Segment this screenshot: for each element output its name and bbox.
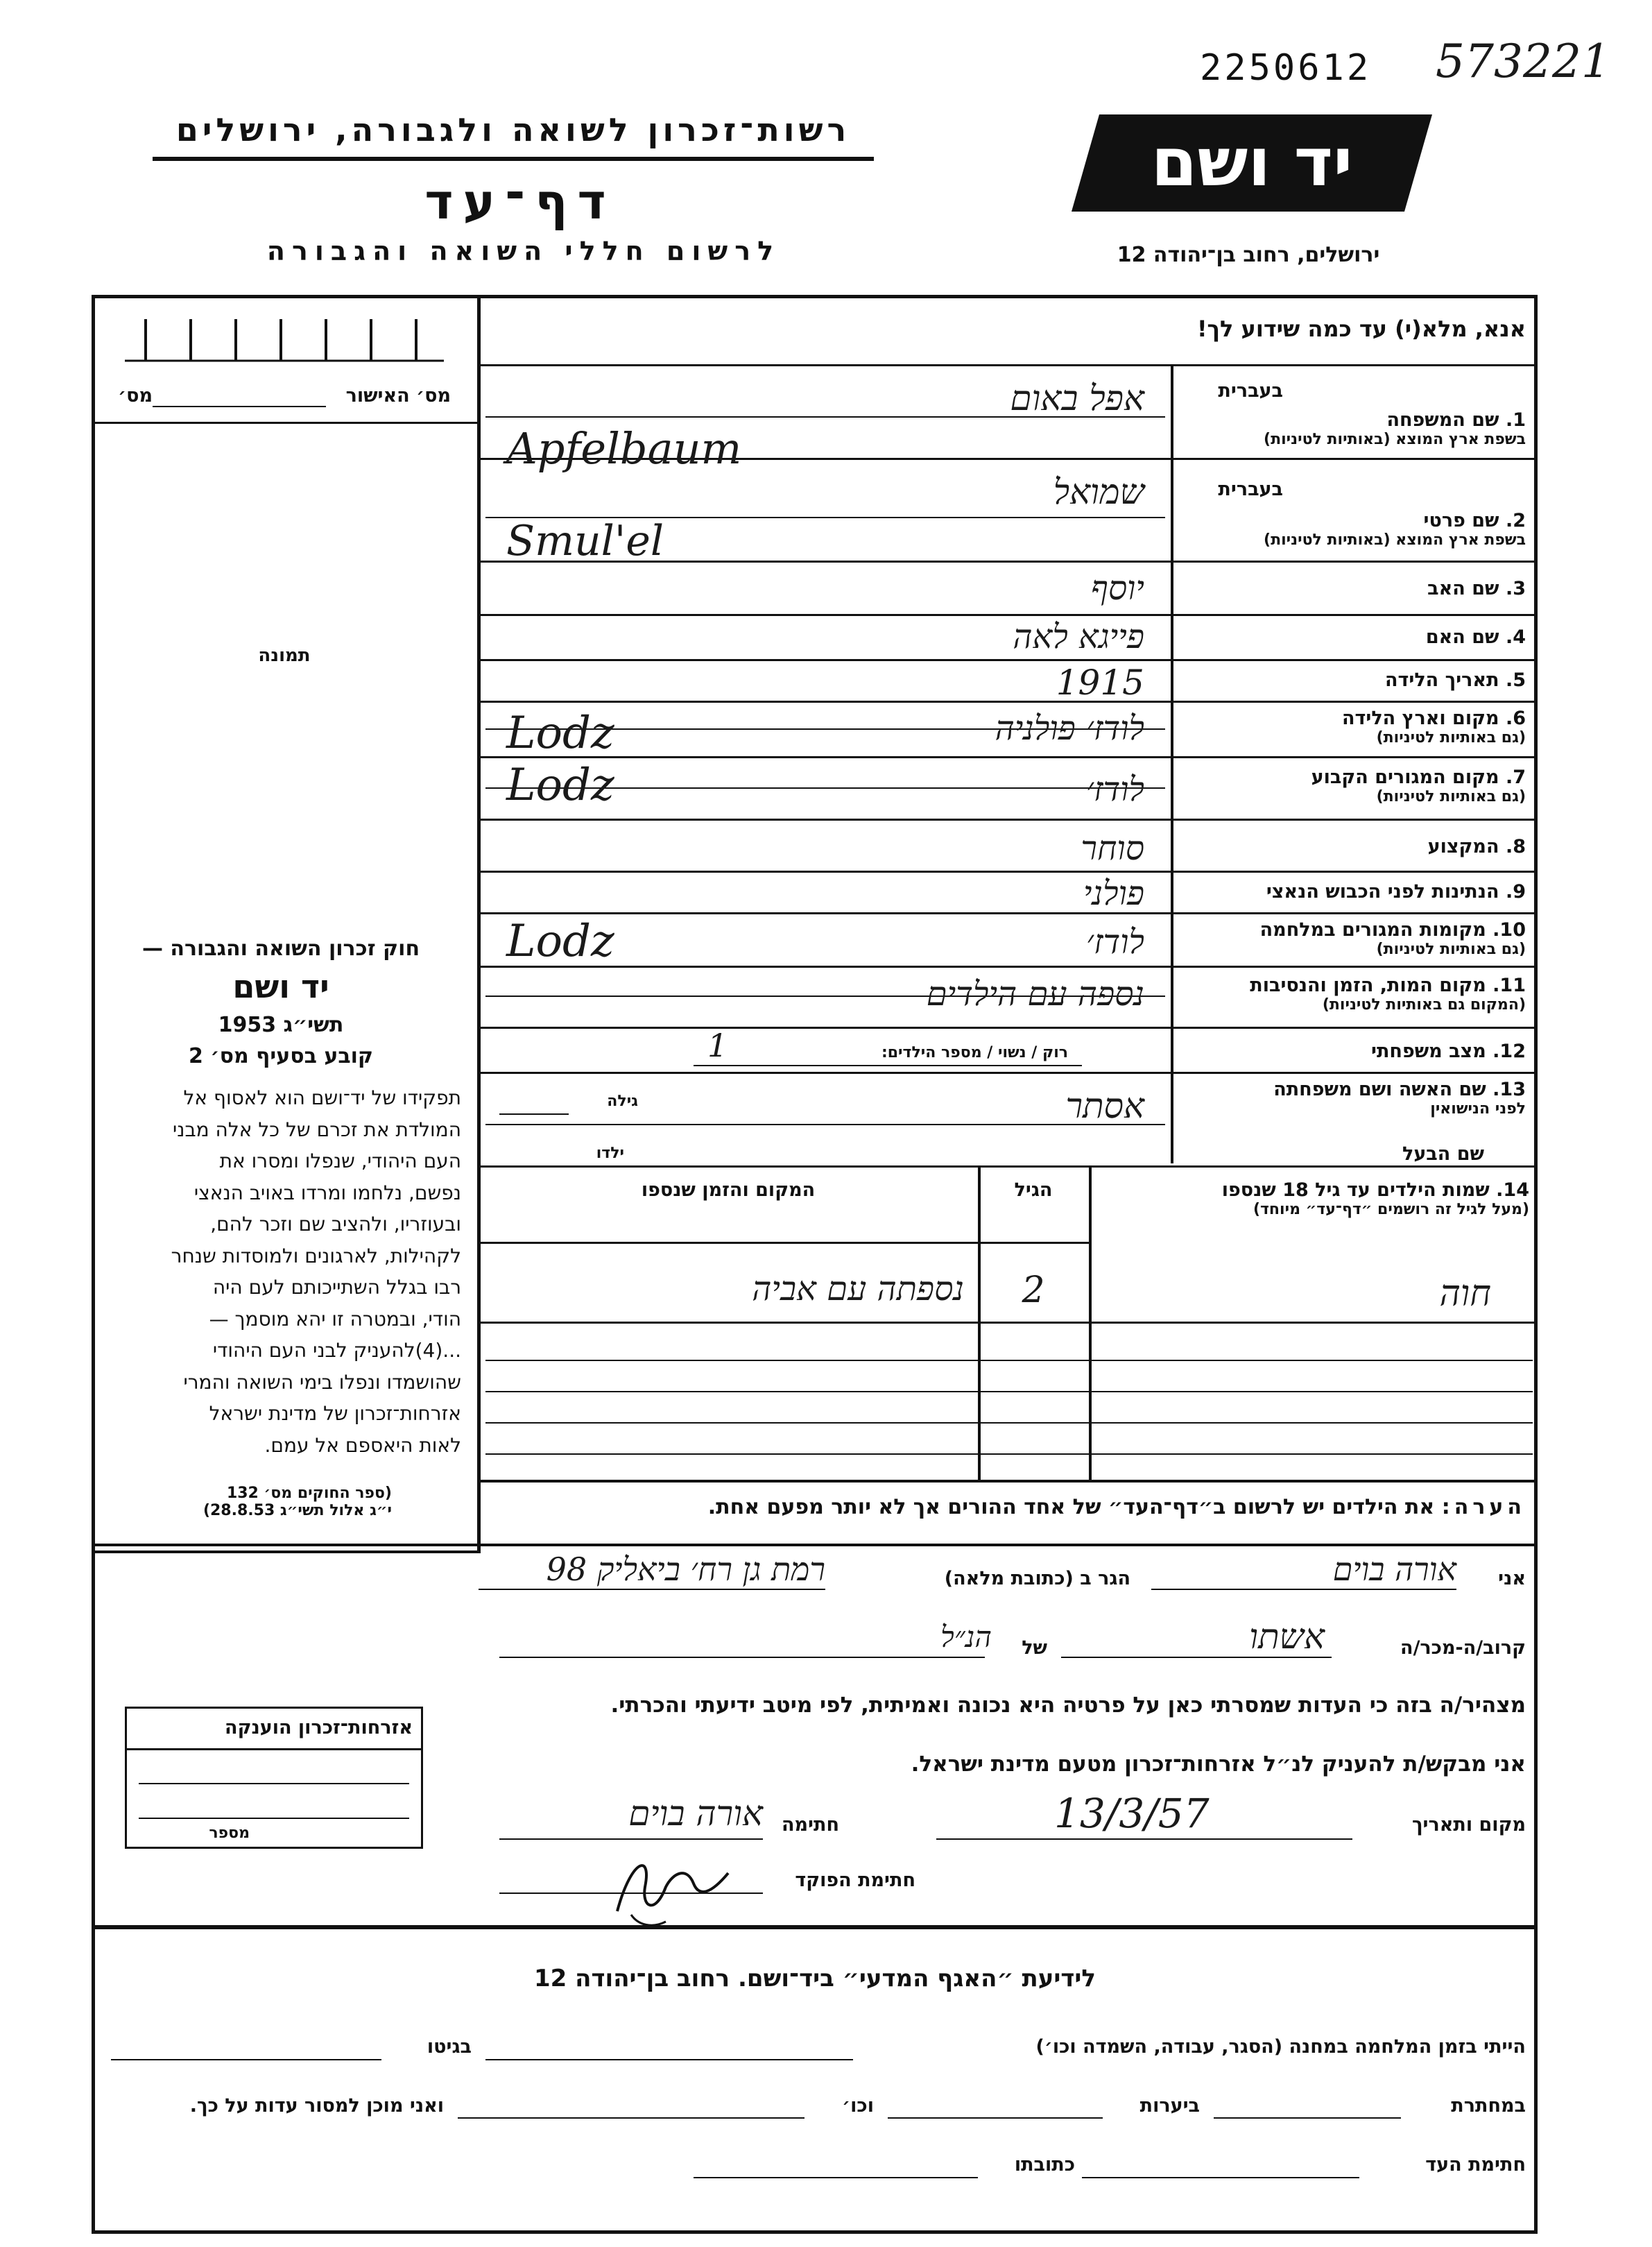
law-reference: (ספר החוקים מס׳ 132 י״ג אלול תשי״ג 28.8.53) [203,1485,392,1519]
field-8-label: 8. המקצוע [1427,836,1526,857]
law-text-line: ...(4)להעניק לבני העם היהודי [212,1339,461,1362]
first-name-hebrew: שמואל [1053,472,1144,512]
handwritten-number: 573221 [1436,35,1610,88]
of-label: של [1022,1637,1047,1659]
marital-children-count: 1 [707,1027,728,1064]
place-date-label: מקום ותאריך [1411,1814,1526,1836]
citizenship-box-number: מספר [209,1825,250,1842]
wartime-residence-latin: Lodz [506,916,614,967]
footer-line1-camp: הייתי בזמן המלחמה במחנה (הסגר, עבודה, השמדה וכו׳) [1035,2036,1526,2058]
children-place-header: המקום והזמן שנספו [641,1179,816,1201]
field-10-label: 10. מקומות המגורים במלחמה (גם באותיות לטיניות) [1259,919,1526,958]
children-title: 14. שמות הילדים עד גיל 18 שנספו (מעל לגיל זה רושמים ״דף־עד״ מיוחד) [1221,1179,1529,1218]
law-text-line: נפשם, נלחמו ומרדו באויב הנאצי [193,1181,461,1204]
footer-line3-signature: חתימת העד [1425,2154,1526,2176]
law-text-line: הודי, ובמטרה זו יהא מוסמך — [209,1307,461,1331]
approval-boxes [125,316,444,364]
death-place: נספה עם הילדים [926,975,1144,1014]
declaration-ani: אני [1498,1568,1526,1589]
field-1-label: 1. שם המשפחה בשפת ארץ המוצא (באותיות לטיניות) [1264,409,1526,448]
field-11-label: 11. מקום המות, הזמן והנסיבות (המקום גם באותיות לטיניות) [1250,975,1526,1014]
page-title: דף־עד [424,173,616,230]
law-clause: קובע בסעיף מס׳ 2 [188,1044,374,1068]
husband-label: שם הבעל [1402,1143,1484,1165]
signature-label: חתימה [781,1814,839,1836]
note: הערה: את הילדים יש לרשום ב״דף־העד״ של אחד ההורים אך לא יותר מפעם אחת. [707,1495,1526,1519]
law-text-line: לאות היאספם אל עמם. [264,1433,461,1457]
yad-vashem-logo [1072,108,1432,212]
field-6-label: 6. מקום וארץ הלידה (גם באותיות לטיניות) [1341,708,1526,746]
footer-line2-testimony: ואני מוכן למסור עדות על כך. [189,2095,444,2117]
age-label: גילה [607,1093,638,1110]
date-value: 13/3/57 [1054,1790,1210,1837]
law-text-line: שהושמדו ונפלו בימי השואה והמרי [183,1370,461,1394]
approval-label: מס׳ האישור [345,385,451,407]
declarant-name: אורה בוים [1332,1550,1456,1588]
field-12-label: 12. מצב משפחתי [1371,1041,1526,1062]
photo-label: תמונה [258,645,311,666]
residence-latin: Lodz [506,760,614,811]
child-1-age: 2 [1022,1270,1045,1311]
field-9-label: 9. הנתינות לפני הכבוש הנאצי [1266,881,1526,903]
law-text-line: רבו בגלל השתייכותם לעם היה [212,1276,461,1299]
field-13-label: 13. שם האשה ושם משפחתה לפני הנישואין [1273,1079,1526,1118]
in-hebrew-label-2: בעברית [1218,479,1283,500]
footer-title: לידיעת ״האגף המדעי״ ביד־ושם. רחוב בן־יהודה 12 [534,1965,1096,1992]
document-number: 2250612 [1200,47,1372,89]
law-text-line: ובעוזריו, ולהציב שם וזכר להם, [210,1213,461,1236]
birth-place-latin: Lodz [506,708,614,759]
relation-value: אשתו [1249,1616,1325,1657]
law-text-line: אזרחות־זכרון של מדינת ישראל [209,1402,461,1425]
of-value: הנ״ל [940,1620,992,1654]
child-1-name: חוה [1439,1273,1491,1315]
field-3-label: 3. שם האב [1427,578,1526,599]
nationality: פולני [1083,874,1144,913]
footer-line2-underground: במחתרת [1451,2095,1526,2117]
law-title: חוק זכרון השואה והגבורה — [141,937,420,961]
footer-line2-etc: וכו׳ [842,2095,874,2117]
officer-label: חתימת הפוקד [795,1870,915,1891]
relative-label: קרוב/ה-מכר/ה [1400,1637,1526,1659]
in-hebrew-label-1: בעברית [1218,380,1283,402]
born-label: ילדו [596,1145,624,1162]
law-text-line: העם היהודי, שנפלו ומסרו את [219,1150,461,1172]
address-line: ירושלים, רחוב בן־יהודה 12 [1117,243,1380,267]
family-name-hebrew: אפל באום [1010,378,1144,418]
organization-line: רשות־זכרון לשואה ולגבורה, ירושלים [175,111,851,148]
approval-no-label: מס׳ [118,385,153,407]
first-name-latin: Smul'el [506,517,664,565]
child-1-place: נספתה עם אביה [752,1270,964,1308]
intro-text: אנא, מלא(י) עד כמה שידוע לך! [1196,316,1526,342]
citizenship-box-title: אזרחות־זכרון הוענקה [225,1717,413,1738]
footer-line2-forests: ביערות [1139,2095,1200,2117]
profession: סוחר [1081,829,1144,868]
signature-value: אורה בוים [628,1793,763,1834]
wife-name: אסתר [1065,1086,1144,1126]
law-text-line: המולדת את זכרם של כל אלה מבני [172,1118,461,1141]
birth-date: 1915 [1056,663,1144,703]
field-4-label: 4. שם האם [1425,626,1526,648]
field-2-label: 2. שם פרטי בשפת ארץ המוצא (באותיות לטיניות) [1264,510,1526,549]
statement-1: מצהיר/ה בזה כי העדות שמסרתי כאן על פרטיה היא נכונה ואמיתית, לפי מיטב ידיעתי והכרתי. [610,1693,1526,1718]
statement-2: אני מבקש/ת להעניק לנ״ל אזרחות־זכרון מטעם מדינת ישראל. [911,1752,1526,1777]
declarant-address: רמת גן רח׳ ביאליק 98 [546,1550,825,1588]
field-7-label: 7. מקום המגורים הקבוע (גם באותיות לטיניות) [1311,767,1526,805]
law-year: תשי״ג 1953 [218,1013,344,1037]
law-name: יד ושם [232,968,329,1005]
footer-line1-ghetto: בגיטו [427,2036,472,2058]
wartime-residence-hebrew: לודז׳ [1086,923,1144,962]
page-subtitle: לרשום חללי השואה והגבורה [266,236,781,266]
svg-text:יד ושם: יד ושם [1151,123,1353,201]
father-name: יוסף [1090,569,1144,608]
officer-signature [590,1845,742,1936]
marital-hint: רוק / נשוי / מספר הילדים: [881,1044,1068,1061]
law-text-line: לקהילות, לארגונים ולמוסדות שנחר [171,1244,461,1267]
field-5-label: 5. תאריך הלידה [1384,669,1526,691]
children-age-header: הגיל [1014,1179,1053,1201]
residence-hebrew: לודז׳ [1086,770,1144,809]
birth-place-hebrew: לודז׳ פולניה [995,709,1144,748]
family-name-latin: Apfelbaum [506,423,742,474]
mother-name: פייגא לאה [1013,617,1144,656]
law-text-line: תפקידו של יד־ושם הוא לאסוף אל [183,1086,461,1109]
footer-line3-address: כתובתו [1014,2154,1075,2176]
declaration-lives-at: הגר ב (כתובת מלאה) [944,1568,1130,1589]
law-text [101,1082,461,1461]
